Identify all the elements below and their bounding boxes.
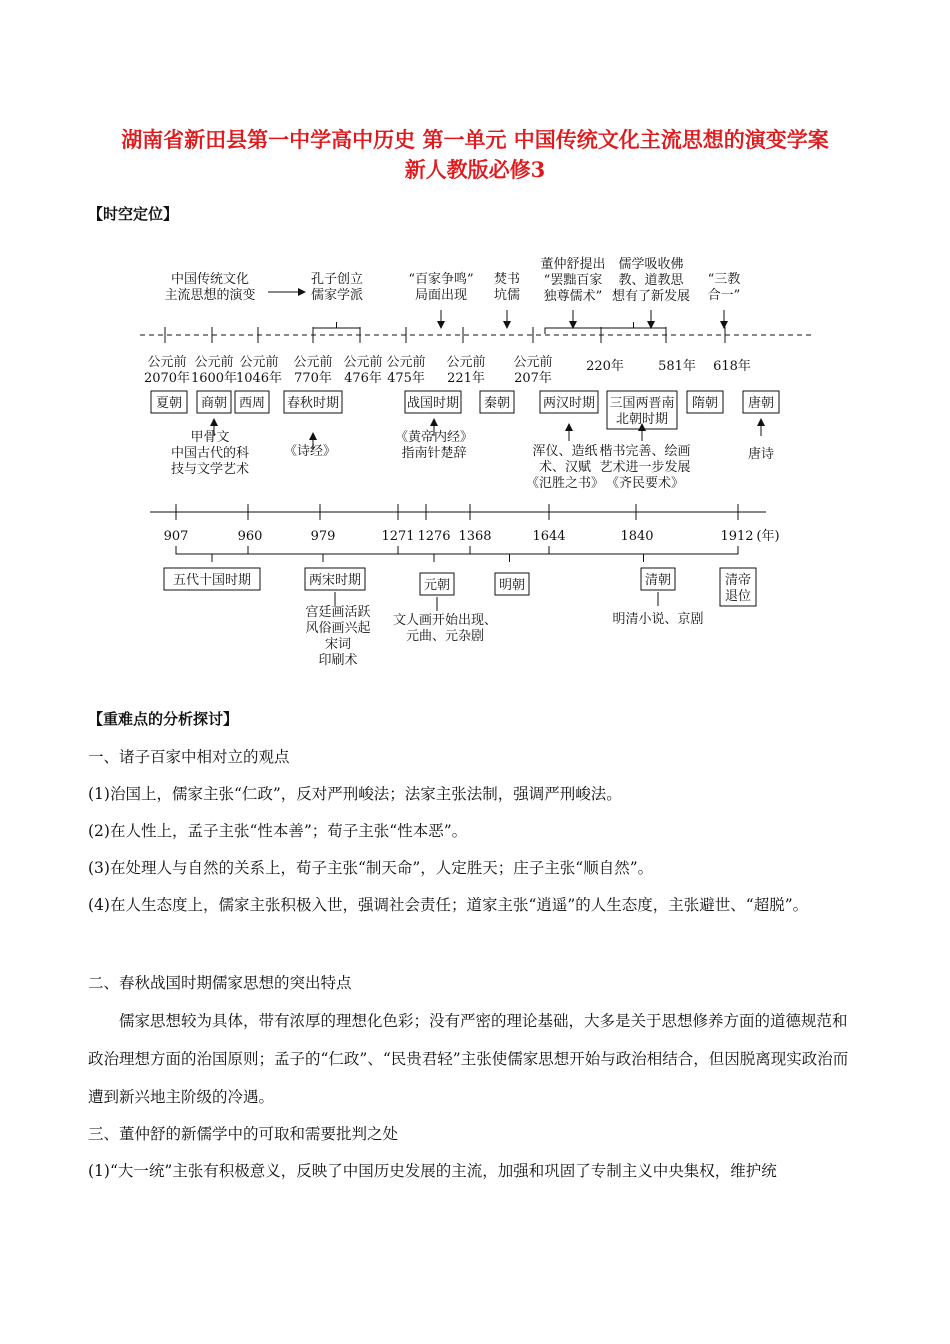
event-annotation-5: 儒学吸收佛教、道教思想有了新发展 <box>611 257 691 304</box>
date-label-1: 公元前 1600年 <box>190 355 238 386</box>
date-label-7: 公元前 207年 <box>513 355 553 386</box>
timeline-diagram <box>0 240 950 700</box>
period-0-label: 夏朝 <box>155 396 183 411</box>
date-label-8: 220年 <box>586 359 624 374</box>
paragraph-governance: (1)治国上，儒家主张“仁政”，反对严刑峻法；法家主张法制，强调严刑峻法。 <box>88 785 622 803</box>
period-1-label: 商朝 <box>200 396 228 411</box>
document-title-line1: 湖南省新田县第一中学高中历史 第一单元 中国传统文化主流思想的演变学案 <box>121 127 829 152</box>
era-bracket <box>470 546 549 562</box>
date-label-4: 公元前 476年 <box>343 355 383 386</box>
heading-opposing-views: 一、诸子百家中相对立的观点 <box>88 748 290 766</box>
event-annotation-4: 董仲舒提出“罢黜百家独尊儒术” <box>540 257 606 304</box>
period-4-label: 战国时期 <box>406 396 460 411</box>
paragraph-human-nature: (2)在人性上，孟子主张“性本善”；荀子主张“性本恶”。 <box>88 822 468 840</box>
culture-note-5: 唐诗 <box>747 447 775 462</box>
event-annotation-1: 孔子创立儒家学派 <box>310 272 364 303</box>
period-9-label: 唐朝 <box>747 396 775 411</box>
paragraph-confucian-features: 儒家思想较为具体，带有浓厚的理想化色彩；没有严密的理论基础，大多是关于思想修养方面的道德规范和政治理想方面的治国原则；孟子的“仁政”、“民贵君轻”主张使儒家思想开始与政治相结合，但因脱离现实政治而遭到新兴地主阶级的冷遇。 <box>88 1012 849 1106</box>
period-8-label: 隋朝 <box>691 396 719 411</box>
date-label-0: 公元前 2070年 <box>143 355 191 386</box>
section-label-analysis: 【重难点的分析探讨】 <box>88 710 239 728</box>
culture-note-3: 浑仪、造纸术、汉赋《氾胜之书》 <box>525 444 605 491</box>
period-7-label: 三国两晋南北朝时期 <box>609 396 675 427</box>
year-label-7: 1840 <box>620 529 654 544</box>
era-1-label: 两宋时期 <box>308 573 362 588</box>
year-label-3: 1271 <box>381 529 415 544</box>
era-3-label: 明朝 <box>498 578 526 593</box>
date-label-2: 公元前 1046年 <box>235 355 283 386</box>
era-5-label: 清帝退位 <box>724 573 752 604</box>
year-label-1: 960 <box>237 529 263 544</box>
era-note-2: 明清小说、京剧 <box>612 612 704 627</box>
date-label-10: 618年 <box>713 359 751 374</box>
spring-autumn-top-bracket <box>313 322 360 334</box>
period-6-label: 两汉时期 <box>542 396 596 411</box>
era-0-label: 五代十国时期 <box>172 573 252 588</box>
paragraph-unification: (1)“大一统”主张有积极意义，反映了中国历史发展的主流，加强和巩固了专制主义中央集权，维护统 <box>88 1162 777 1180</box>
date-label-9: 581年 <box>658 359 696 374</box>
era-note-1: 文人画开始出现、元曲、元杂剧 <box>392 613 498 644</box>
culture-note-0: 甲骨文中国古代的科技与文学艺术 <box>170 430 250 477</box>
year-label-9: (年) <box>756 529 780 544</box>
event-annotation-6: “三教合一” <box>707 272 741 303</box>
year-label-6: 1644 <box>532 529 566 544</box>
era-bracket <box>549 546 738 562</box>
culture-note-1: 《诗经》 <box>283 444 337 459</box>
event-annotation-0: 中国传统文化主流思想的演变 <box>164 272 256 303</box>
era-bracket <box>176 546 248 562</box>
era-note-0: 宫廷画活跃风俗画兴起宋词印刷术 <box>305 605 371 668</box>
year-label-2: 979 <box>310 529 336 544</box>
wei-jin-top-bracket <box>601 322 666 334</box>
heading-dong-zhongshu: 三、董仲舒的新儒学中的可取和需要批判之处 <box>88 1125 399 1143</box>
year-label-8: 1912 <box>720 529 754 544</box>
paragraph-nature-relationship: (3)在处理人与自然的关系上，荀子主张“制天命”，人定胜天；庄子主张“顺自然”。 <box>88 859 654 877</box>
era-bracket <box>248 546 398 562</box>
section-label-timeline: 【时空定位】 <box>88 205 179 223</box>
date-label-6: 公元前 221年 <box>446 355 486 386</box>
culture-note-2: 《黄帝内经》指南针楚辞 <box>394 430 474 461</box>
culture-note-4: 楷书完善、绘画艺术进一步发展《齐民要术》 <box>599 444 691 491</box>
era-bracket <box>398 546 470 562</box>
han-top-bracket <box>545 322 601 334</box>
heading-confucian-features: 二、春秋战国时期儒家思想的突出特点 <box>88 974 352 992</box>
period-2-label: 西周 <box>238 396 266 411</box>
period-5-label: 秦朝 <box>483 396 511 411</box>
era-2-label: 元朝 <box>423 578 451 593</box>
date-label-3: 公元前 770年 <box>293 355 333 386</box>
event-annotation-2: “百家争鸣”局面出现 <box>408 272 474 303</box>
period-3-label: 春秋时期 <box>286 396 340 411</box>
date-label-5: 公元前 475年 <box>386 355 426 386</box>
event-annotation-3: 焚书坑儒 <box>493 272 521 303</box>
year-label-4: 1276 <box>417 529 451 544</box>
year-label-5: 1368 <box>458 529 492 544</box>
year-label-0: 907 <box>163 529 189 544</box>
document-title-line2: 新人教版必修3 <box>404 157 546 182</box>
era-4-label: 清朝 <box>644 573 672 588</box>
paragraph-life-attitude: (4)在人生态度上，儒家主张积极入世，强调社会责任；道家主张“逍遥”的人生态度，主张避世、“超脱”。 <box>88 896 809 914</box>
